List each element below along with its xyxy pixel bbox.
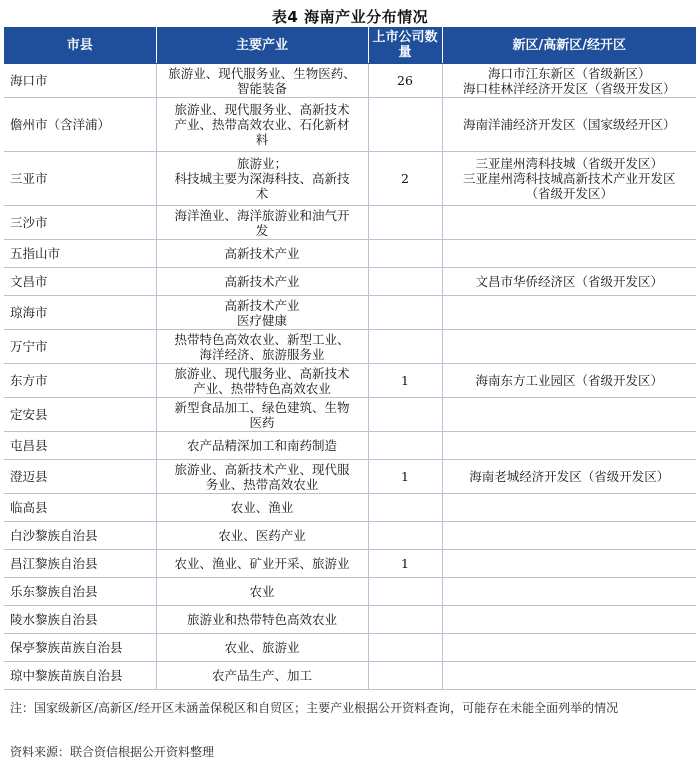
zone-cell: [442, 578, 696, 606]
table-row: [4, 460, 696, 494]
industry-cell: [156, 398, 368, 432]
listed-count-cell: 1: [368, 550, 442, 578]
industry-cell: [156, 494, 368, 522]
industry-line: 术: [255, 186, 269, 201]
city-cell: 乐东黎族自治县: [4, 578, 156, 606]
zone-cell: [442, 98, 696, 152]
zone-line: 三亚崖州湾科技城高新技术产业开发区: [462, 171, 676, 186]
zone-line: 海南东方工业园区（省级开发区）: [475, 373, 663, 388]
city-cell: 东方市: [4, 364, 156, 398]
listed-count-cell: [368, 634, 442, 662]
city-cell: 琼中黎族苗族自治县: [4, 662, 156, 690]
industry-line: 高新技术产业: [224, 246, 300, 261]
industry-line: 发: [255, 222, 269, 238]
city-cell: 陵水黎族自治县: [4, 606, 156, 634]
header-listed-count: 上市公司数量: [368, 27, 442, 64]
industry-line: 农业、渔业: [230, 500, 294, 515]
listed-count-cell: [368, 662, 442, 690]
table-row: [4, 550, 696, 578]
table-row: [4, 240, 696, 268]
industry-line: 海洋渔业、海洋旅游业和油气开: [174, 207, 350, 223]
industry-cell: [156, 240, 368, 268]
industry-line: 农产品生产、加工: [211, 668, 312, 683]
zone-cell: [442, 296, 696, 330]
table-row: [4, 152, 696, 206]
industry-line: 海洋经济、旅游服务业: [199, 346, 325, 362]
table-row: [4, 432, 696, 460]
zone-cell: [442, 206, 696, 240]
industry-line: 农业: [249, 584, 275, 599]
city-cell: 海口市: [4, 64, 156, 98]
zone-cell: [442, 522, 696, 550]
header-industry: 主要产业: [156, 27, 368, 64]
industry-cell: [156, 268, 368, 296]
listed-count-cell: 1: [368, 460, 442, 494]
zone-cell: [442, 550, 696, 578]
zone-cell: [442, 494, 696, 522]
industry-line: 医药: [249, 414, 275, 430]
industry-table: [4, 27, 696, 690]
zone-line: 文昌市华侨经济区（省级开发区）: [475, 274, 663, 289]
table-row: [4, 606, 696, 634]
industry-cell: [156, 432, 368, 460]
zone-cell: [442, 364, 696, 398]
industry-line: 农业、医药产业: [218, 528, 306, 543]
listed-count-cell: [368, 268, 442, 296]
table-source: 资料来源：联合资信根据公开资料整理: [10, 745, 215, 759]
table-body: [4, 64, 696, 690]
listed-count-cell: [368, 398, 442, 432]
listed-count-cell: [368, 606, 442, 634]
header-city: 市县: [4, 27, 156, 64]
table-row: [4, 364, 696, 398]
listed-count-cell: 26: [368, 64, 442, 98]
industry-line: 高新技术产业: [224, 297, 300, 313]
table-row: [4, 206, 696, 240]
city-cell: 昌江黎族自治县: [4, 550, 156, 578]
industry-line: 医疗健康: [236, 312, 287, 328]
listed-count-cell: [368, 432, 442, 460]
listed-count-cell: [368, 494, 442, 522]
zone-line: 海口桂林洋经济开发区（省级开发区）: [462, 80, 676, 96]
industry-cell: [156, 634, 368, 662]
industry-cell: [156, 578, 368, 606]
zone-cell: [442, 152, 696, 206]
listed-count-cell: 2: [368, 152, 442, 206]
industry-cell: [156, 662, 368, 690]
industry-line: 新型食品加工、绿色建筑、生物: [174, 399, 350, 415]
zone-line: 海南老城经济开发区（省级开发区）: [469, 469, 670, 484]
listed-count-cell: [368, 578, 442, 606]
city-cell: 白沙黎族自治县: [4, 522, 156, 550]
listed-count-cell: [368, 522, 442, 550]
industry-cell: [156, 152, 368, 206]
industry-line: 科技城主要为深海科技、高新技: [174, 171, 350, 186]
industry-line: 高新技术产业: [224, 274, 300, 289]
industry-cell: [156, 364, 368, 398]
zone-cell: [442, 662, 696, 690]
zone-cell: [442, 64, 696, 98]
zone-cell: [442, 330, 696, 364]
industry-line: 产业、热带特色高效农业: [193, 380, 331, 396]
industry-line: 农产品精深加工和南药制造: [186, 438, 337, 453]
zone-line: （省级开发区）: [525, 186, 613, 201]
industry-line: 务业、热带高效农业: [205, 476, 319, 492]
table-row: [4, 578, 696, 606]
table-row: [4, 64, 696, 98]
city-cell: 屯昌县: [4, 432, 156, 460]
zone-line: 海南洋浦经济开发区（国家级经开区）: [462, 117, 676, 132]
zone-line: 三亚崖州湾科技城（省级开发区）: [475, 156, 663, 171]
industry-cell: [156, 206, 368, 240]
industry-cell: [156, 550, 368, 578]
industry-line: 旅游业、现代服务业、生物医药、: [168, 65, 356, 81]
industry-cell: [156, 64, 368, 98]
table-row: [4, 662, 696, 690]
listed-count-cell: [368, 296, 442, 330]
table-row: [4, 98, 696, 152]
industry-line: 旅游业、现代服务业、高新技术: [174, 102, 350, 117]
industry-cell: [156, 296, 368, 330]
industry-cell: [156, 98, 368, 152]
table-row: [4, 398, 696, 432]
city-cell: 澄迈县: [4, 460, 156, 494]
industry-line: 旅游业、高新技术产业、现代服: [174, 461, 350, 477]
table-row: [4, 330, 696, 364]
zone-cell: [442, 460, 696, 494]
table-title: 表4 海南产业分布情况: [271, 8, 429, 26]
city-cell: 文昌市: [4, 268, 156, 296]
zone-line: 海口市江东新区（省级新区）: [487, 65, 651, 81]
header-zone: 新区/高新区/经开区: [442, 27, 696, 64]
industry-cell: [156, 460, 368, 494]
industry-line: 旅游业、现代服务业、高新技术: [174, 365, 350, 381]
city-cell: 琼海市: [4, 296, 156, 330]
table-header-row: [4, 27, 696, 64]
zone-cell: [442, 606, 696, 634]
zone-cell: [442, 432, 696, 460]
listed-count-cell: 1: [368, 364, 442, 398]
industry-line: 农业、渔业、矿业开采、旅游业: [174, 556, 350, 571]
table-note: 注：国家级新区/高新区/经开区未涵盖保税区和自贸区；主要产业根据公开资料查询，可能存在未能全面列举的情况: [10, 701, 619, 715]
table-row: [4, 296, 696, 330]
industry-line: 产业、热带高效农业、石化新材: [174, 117, 350, 132]
zone-cell: [442, 240, 696, 268]
city-cell: 定安县: [4, 398, 156, 432]
industry-cell: [156, 522, 368, 550]
industry-line: 农业、旅游业: [224, 640, 300, 655]
industry-cell: [156, 606, 368, 634]
city-cell: 三亚市: [4, 152, 156, 206]
industry-line: 旅游业；: [236, 156, 287, 171]
city-cell: 三沙市: [4, 206, 156, 240]
table-row: [4, 522, 696, 550]
table-row: [4, 494, 696, 522]
city-cell: 临高县: [4, 494, 156, 522]
industry-line: 热带特色高效农业、新型工业、: [174, 331, 350, 347]
listed-count-cell: [368, 240, 442, 268]
listed-count-cell: [368, 330, 442, 364]
city-cell: 万宁市: [4, 330, 156, 364]
zone-cell: [442, 398, 696, 432]
zone-cell: [442, 634, 696, 662]
table-row: [4, 268, 696, 296]
table-row: [4, 634, 696, 662]
industry-line: 智能装备: [236, 80, 287, 96]
city-cell: 儋州市（含洋浦）: [4, 98, 156, 152]
listed-count-cell: [368, 98, 442, 152]
city-cell: 五指山市: [4, 240, 156, 268]
industry-line: 旅游业和热带特色高效农业: [186, 612, 337, 627]
industry-cell: [156, 330, 368, 364]
industry-line: 料: [255, 132, 269, 147]
city-cell: 保亭黎族苗族自治县: [4, 634, 156, 662]
zone-cell: [442, 268, 696, 296]
listed-count-cell: [368, 206, 442, 240]
